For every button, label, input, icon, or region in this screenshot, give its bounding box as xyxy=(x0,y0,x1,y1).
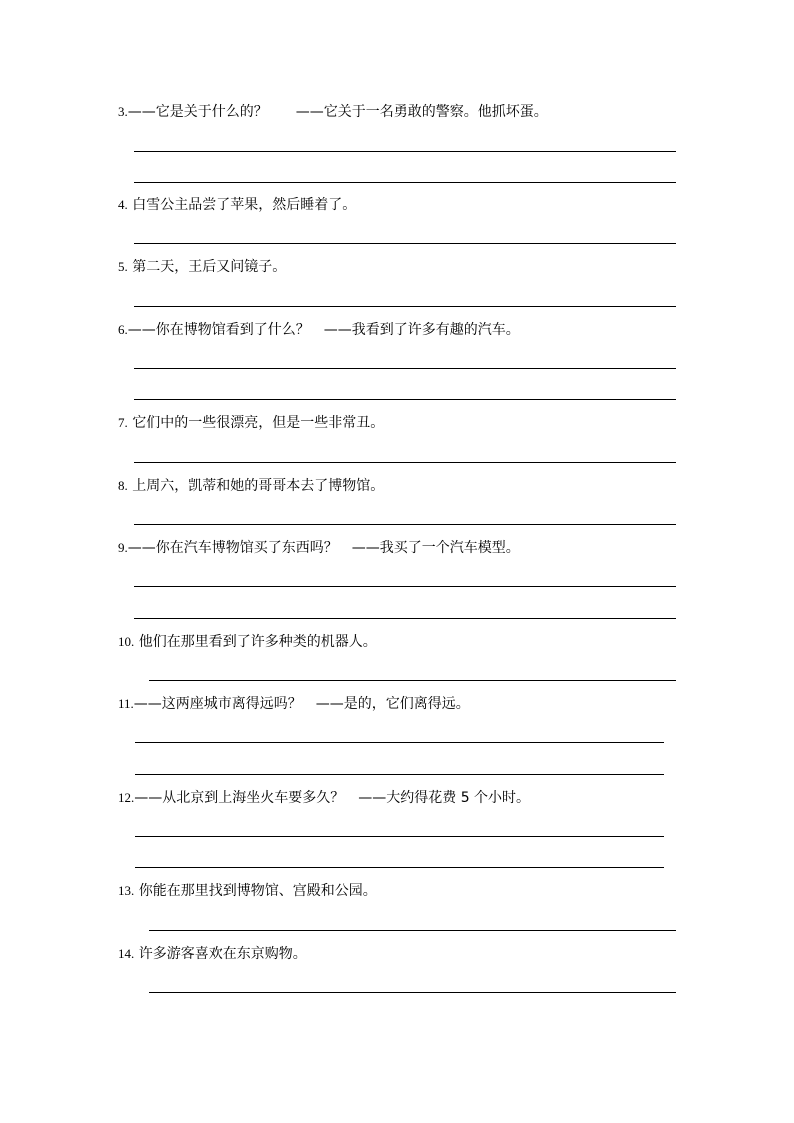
answer-line[interactable] xyxy=(134,182,676,183)
answer-line[interactable] xyxy=(134,399,676,400)
answer-line[interactable] xyxy=(134,151,676,152)
question-text: 你能在那里找到博物馆、宫殿和公园。 xyxy=(134,883,377,899)
answer-line[interactable] xyxy=(135,742,664,743)
answer-line[interactable] xyxy=(135,774,664,775)
answer-line[interactable] xyxy=(134,524,676,525)
question-4 xyxy=(118,195,356,215)
question-text: 他们在那里看到了许多种类的机器人。 xyxy=(134,634,377,650)
question-text: 上周六，凯蒂和她的哥哥本去了博物馆。 xyxy=(127,478,385,494)
question-number: 7. xyxy=(118,415,128,430)
question-10 xyxy=(118,632,377,652)
question-7 xyxy=(118,413,384,433)
question-9 xyxy=(118,538,520,558)
question-8 xyxy=(118,476,384,496)
question-number: 5. xyxy=(118,259,128,274)
answer-line[interactable] xyxy=(134,243,676,244)
question-number: 12. xyxy=(118,790,135,805)
question-text: 许多游客喜欢在东京购物。 xyxy=(134,946,307,962)
answer-line[interactable] xyxy=(149,992,676,993)
question-text: 白雪公主品尝了苹果，然后睡着了。 xyxy=(127,197,357,213)
answer-line[interactable] xyxy=(135,867,664,868)
question-number: 9. xyxy=(118,540,128,555)
answer-line[interactable] xyxy=(134,618,676,619)
question-5 xyxy=(118,257,286,277)
question-text: 第二天，王后又问镜子。 xyxy=(127,259,287,275)
answer-line[interactable] xyxy=(134,586,676,587)
question-13 xyxy=(118,881,377,901)
question-text: ——这两座城市离得远吗？ ——是的，它们离得远。 xyxy=(133,696,470,712)
question-14 xyxy=(118,944,307,964)
question-number: 14. xyxy=(118,946,135,961)
question-number: 10. xyxy=(118,634,135,649)
question-text: ——你在汽车博物馆买了东西吗？ ——我买了一个汽车模型。 xyxy=(127,540,520,556)
question-text: ——你在博物馆看到了什么？ ——我看到了许多有趣的汽车。 xyxy=(127,322,520,338)
question-11 xyxy=(118,694,470,714)
answer-line[interactable] xyxy=(134,462,676,463)
answer-line[interactable] xyxy=(135,836,664,837)
question-6 xyxy=(118,320,520,340)
answer-line[interactable] xyxy=(134,306,676,307)
question-3 xyxy=(118,102,548,122)
question-number: 8. xyxy=(118,478,128,493)
answer-line[interactable] xyxy=(149,930,676,931)
answer-line[interactable] xyxy=(149,680,676,681)
answer-line[interactable] xyxy=(134,368,676,369)
question-text: ——它是关于什么的？ ——它关于一名勇敢的警察。他抓坏蛋。 xyxy=(127,104,548,120)
question-12 xyxy=(118,788,530,808)
question-number: 11. xyxy=(118,696,134,711)
question-number: 6. xyxy=(118,322,128,337)
question-number: 4. xyxy=(118,197,128,212)
question-number: 3. xyxy=(118,104,128,119)
question-text: ——从北京到上海坐火车要多久？ ——大约得花费 5 个小时。 xyxy=(134,790,531,806)
question-text: 它们中的一些很漂亮，但是一些非常丑。 xyxy=(127,415,385,431)
question-number: 13. xyxy=(118,883,135,898)
